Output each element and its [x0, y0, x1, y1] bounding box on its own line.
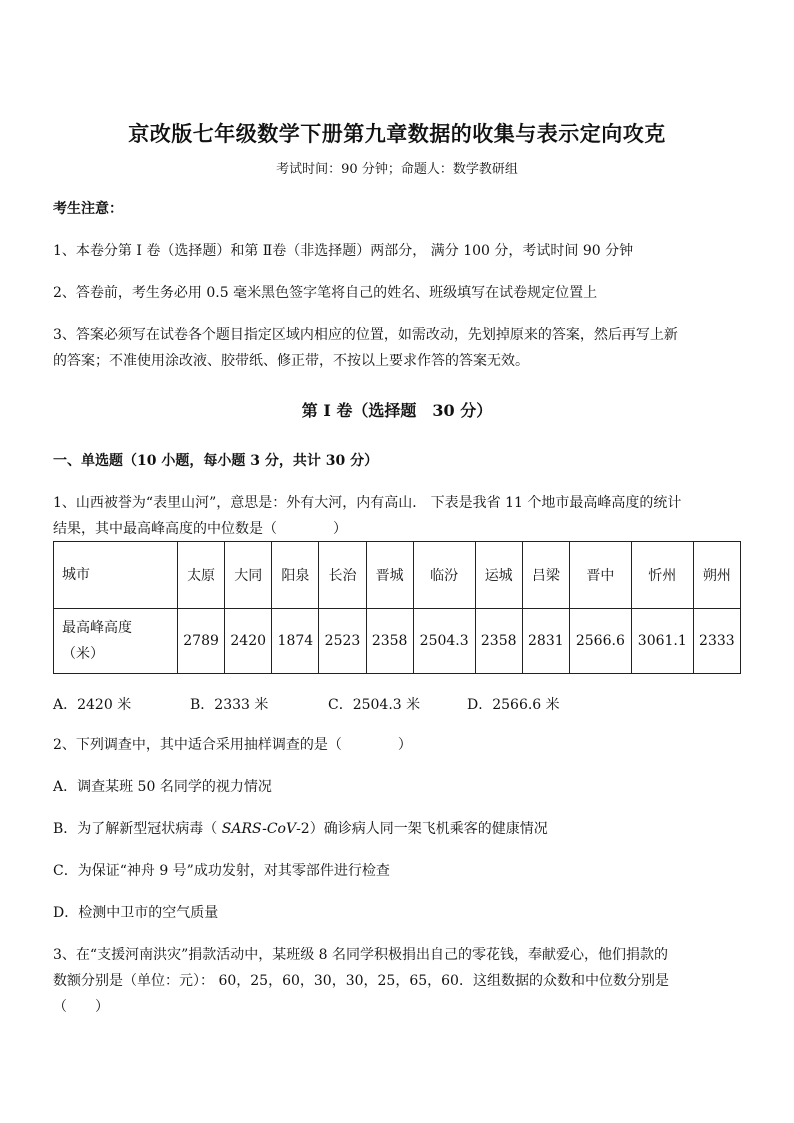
exam-subtitle: 考试时间：90 分钟；命题人：数学教研组	[276, 162, 518, 177]
q1-option-c: C．2504.3 米	[328, 697, 421, 713]
table-cell-value: 2566.6	[569, 609, 631, 674]
q2-option-b-prefix: B．为了解新型冠状病毒（	[53, 821, 222, 837]
table-cell-value: 2333	[693, 609, 740, 674]
notice-heading: 考生注意：	[53, 201, 123, 217]
table-row	[54, 609, 741, 674]
q1-stem-line1: 1、山西被誉为“表里山河”，意思是：外有大河，内有高山． 下表是我省 11 个地市最高峰高度的统计	[53, 495, 682, 511]
notice-item-3: 3、答案必须写在试卷各个题目指定区域内相应的位置，如需改动，先划掉原来的答案，然后再写上新	[53, 327, 678, 343]
table-cell-value: 2831	[522, 609, 569, 674]
table-cell-value: 3061.1	[631, 609, 693, 674]
q2-option-c: C．为保证“神舟 9 号”成功发射，对其零部件进行检查	[53, 863, 390, 879]
q2-option-a: A．调查某班 50 名同学的视力情况	[53, 779, 272, 795]
table-row	[54, 542, 741, 609]
q3-stem-line1: 3、在“支援河南洪灾”捐款活动中，某班级 8 名同学积极捐出自己的零花钱，奉献爱心，他们捐款的	[53, 947, 669, 963]
page-title: 京改版七年级数学下册第九章数据的收集与表示定向攻克	[128, 121, 666, 146]
table-cell-city: 忻州	[631, 542, 693, 609]
q1-option-b: B．2333 米	[190, 697, 269, 713]
table-cell-city: 吕梁	[522, 542, 569, 609]
part-heading: 一、单选题（10 小题，每小题 3 分，共计 30 分）	[53, 453, 379, 469]
table-cell-value: 2358	[366, 609, 413, 674]
table-cell-value: 1874	[272, 609, 319, 674]
table-cell-value: 2523	[319, 609, 366, 674]
virus-name: SARS-CoV	[221, 821, 297, 837]
table-cell-value: 2504.3	[413, 609, 475, 674]
q2-option-d: D．检测中卫市的空气质量	[53, 905, 219, 921]
q3-stem-line2: 数额分别是（单位：元）： 60，25，60，30，30，25，65，60．这组数据的众数和中位数分别是	[53, 973, 669, 989]
q1-stem-line2: 结果，其中最高峰高度的中位数是（ ）	[53, 521, 347, 537]
q1-option-d: D．2566.6 米	[467, 697, 560, 713]
q3-stem-line3: （ ）	[53, 999, 109, 1015]
table-cell-value: 2789	[178, 609, 225, 674]
section-title: 第 I 卷（选择题 30 分）	[301, 401, 493, 420]
notice-item-1: 1、本卷分第 I 卷（选择题）和第 Ⅱ卷（非选择题）两部分， 满分 100 分，考试时间 90 分钟	[53, 243, 634, 259]
table-cell-value: 2420	[225, 609, 272, 674]
table-header-city: 城市	[54, 542, 178, 609]
table-header-height	[54, 609, 178, 674]
notice-item-2: 2、答卷前，考生务必用 0.5 毫米黑色签字笔将自己的姓名、班级填写在试卷规定位置上	[53, 285, 598, 301]
notice-item-3-cont: 的答案；不准使用涂改液、胶带纸、修正带，不按以上要求作答的答案无效。	[53, 353, 529, 369]
q2-option-b-suffix: -2）确诊病人同一架飞机乘客的健康情况	[296, 821, 548, 837]
q2-stem: 2、下列调查中，其中适合采用抽样调查的是（ ）	[53, 737, 412, 753]
table-cell-city: 临汾	[413, 542, 475, 609]
table-cell-city: 长治	[319, 542, 366, 609]
table-cell-city: 运城	[475, 542, 522, 609]
height-label-line2: （米）	[62, 646, 104, 662]
height-label-line1: 最高峰高度	[62, 620, 132, 636]
q1-option-a: A．2420 米	[53, 697, 132, 713]
table-cell-city: 晋中	[569, 542, 631, 609]
table-cell-city: 晋城	[366, 542, 413, 609]
peak-height-table	[53, 541, 741, 674]
table-cell-city: 阳泉	[272, 542, 319, 609]
table-cell-city: 大同	[225, 542, 272, 609]
table-cell-value: 2358	[475, 609, 522, 674]
table-cell-city: 太原	[178, 542, 225, 609]
table-cell-city: 朔州	[693, 542, 740, 609]
q2-option-b	[53, 815, 743, 843]
